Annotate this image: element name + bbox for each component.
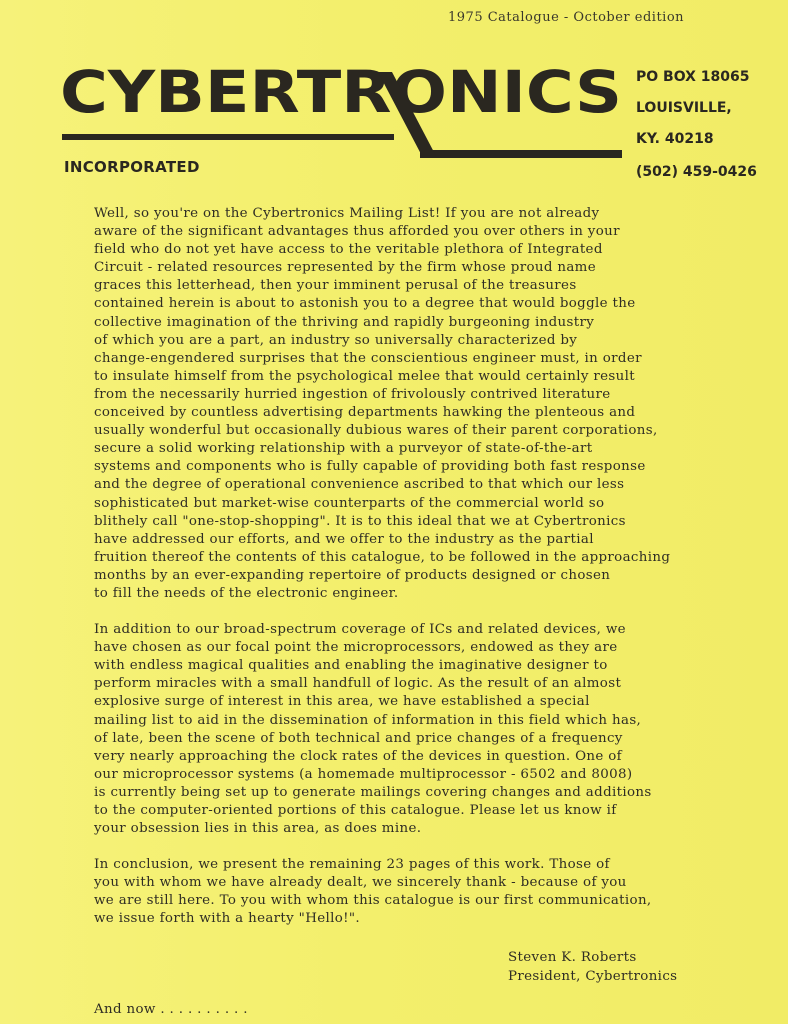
signature-name: Steven K. Roberts: [508, 950, 637, 965]
letter-paragraph-2: In addition to our broad-spectrum coverage of ICs and related devices, we have chosen as our focal point the microprocessors, endowed as they are with endless magical qualities and enabling the imaginative designer to perform miracles with a small handfull of logic. As the result of an almost explosive surge of interest in this area, we have established a special mailing list to aid in the dissemination of information in this field which has, of late, been the scene of both technical and price changes of a frequency very nearly approaching the clock rates of the devices in question. One of our microprocessor systems (a homemade multiprocessor - 6502 and 8008) is currently being set up to generate mailings covering changes and additions to the computer-oriented portions of this catalogue. Please let us know if your obsession lies in this area, as does mine.: [94, 622, 652, 837]
signature-block: [508, 948, 677, 986]
address-city: LOUISVILLE,: [636, 100, 732, 116]
address-po-box: PO BOX 18065: [636, 69, 750, 85]
logo-subtitle: INCORPORATED: [64, 158, 200, 176]
letter-body: [94, 205, 744, 947]
letter-paragraph-1: Well, so you're on the Cybertronics Mailing List! If you are not already aware of the significant advantages thus afforded you over others in your field who do not yet have access to the veritable plethora of Integrated Circuit - related resources represented by the firm whose proud name graces this letterhead, then your imminent perusal of the treasures contained herein is about to astonish you to a degree that would boggle the collective imagination of the thriving and rapidly burgeoning industry of which you are a part, an industry so universally characterized by change-engendered surprises that the conscientious engineer must, in order to insulate himself from the psychological melee that would certainly result from the necessarily hurried ingestion of frivolously contrived literature conceived by countless advertising departments hawking the plenteous and usually wonderful but occasionally dubious wares of their parent corporations, secure a solid working relationship with a purveyor of state-of-the-art systems and components who is fully capable of providing both fast response and the degree of operational convenience ascribed to that which our less sophisticated but market-wise counterparts of the commercial world so blithely call "one-stop-shopping". It is to this ideal that we at Cybertronics have addressed our efforts, and we offer to the industry as the partial fruition thereof the contents of this catalogue, to be followed in the approaching months by an ever-expanding repertoire of products designed or chosen to fill the needs of the electronic engineer.: [94, 206, 671, 601]
logo-wordmark: CYBERTRONICS: [60, 58, 622, 126]
address-phone: (502) 459-0426: [636, 164, 757, 180]
letter-paragraph-3: In conclusion, we present the remaining 23 pages of this work. Those of you with whom we have already dealt, we sincerely thank - because of you we are still here. To you with whom this catalogue is our first communication, we issue forth with a hearty "Hello!".: [94, 857, 652, 927]
edition-line: 1975 Catalogue - October edition: [448, 10, 685, 25]
address-state-zip: KY. 40218: [636, 131, 714, 147]
closing-line: And now . . . . . . . . . .: [94, 1002, 248, 1017]
signature-title: President, Cybertronics: [508, 969, 678, 984]
company-address: [636, 62, 757, 188]
